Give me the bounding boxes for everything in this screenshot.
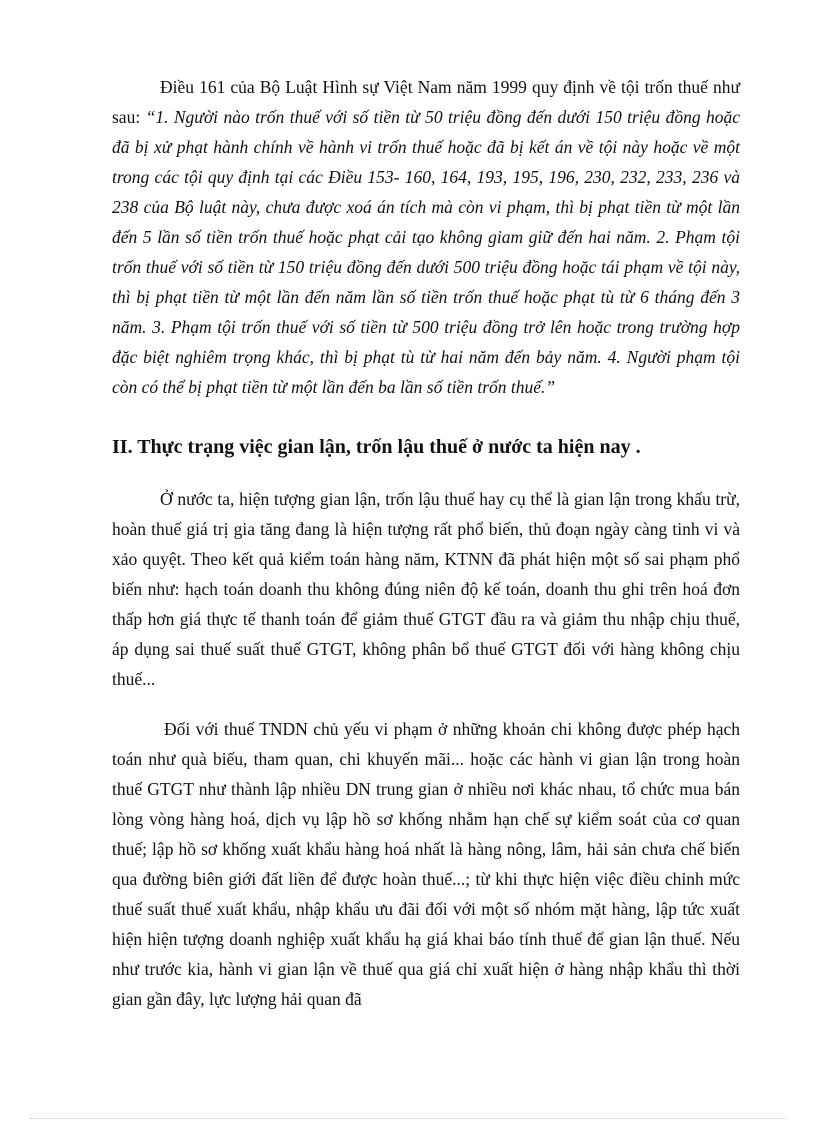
document-page [112,72,740,1014]
law-article-intro: Điều 161 của Bộ Luật Hình sự Việt Nam năm 1999 quy định về tội trốn thuế như sau: [112,77,740,127]
paragraph-corporate-tax: Đối với thuế TNDN chủ yếu vi phạm ở những khoản chi không được phép hạch toán như quà biếu, tham quan, chi khuyến mãi... hoặc các hành vi gian lận trong hoàn thuế GTGT như thành lập nhiều DN trung gian ở nhiều nơi khác nhau, tổ chức mua bán lòng vòng hàng hoá, dịch vụ lập hồ sơ khống nhằm hạn chế sự kiểm soát của cơ quan thuế; lập hồ sơ khống xuất khẩu hàng hoá nhất là hàng nông, lâm, hải sản chưa chế biến qua đường biên giới đất liền để được hoàn thuế...; từ khi thực hiện việc điều chỉnh mức thuế suất thuế xuất khẩu, nhập khẩu ưu đãi đối với một số nhóm mặt hàng, lập tức xuất hiện hiện tượng doanh nghiệp xuất khẩu hạ giá khai báo tính thuế để gian lận thuế. Nếu như trước kia, hành vi gian lận về thuế qua giá chỉ xuất hiện ở hàng nhập khẩu thì thời gian gần đây, lực lượng hải quan đã [112,719,740,1009]
paragraph-law-article [112,72,740,402]
section-heading: II. Thực trạng việc gian lận, trốn lậu thuế ở nước ta hiện nay . [112,436,641,458]
paragraph-spacer [112,694,740,714]
page-bottom-dotted-rule [30,1118,786,1119]
law-article-quote: “1. Người nào trốn thuế với số tiền từ 50 triệu đồng đến dưới 150 triệu đồng hoặc đã bị xử phạt hành chính về hành vi trốn thuế hoặc đã bị kết án về tội này hoặc về một trong các tội quy định tại các Điều 153- 160, 164, 193, 195, 196, 230, 232, 233, 236 và 238 của Bộ luật này, chưa được xoá án tích mà còn vi phạm, thì bị phạt tiền từ một lần đến 5 lần số tiền trốn thuế hoặc phạt cải tạo không giam giữ đến hai năm. 2. Phạm tội trốn thuế với số tiền từ 150 triệu đồng đến dưới 500 triệu đồng hoặc tái phạm về tội này, thì bị phạt tiền từ một lần đến năm lần số tiền trốn thuế hoặc phạt tù từ 6 tháng đến 3 năm. 3. Phạm tội trốn thuế với số tiền từ 500 triệu đồng trở lên hoặc trong trường hợp đặc biệt nghiêm trọng khác, thì bị phạt tù từ hai năm đến bảy năm. 4. Người phạm tội còn có thể bị phạt tiền từ một lần đến ba lần số tiền trốn thuế.” [112,107,740,397]
paragraph-current-situation: Ở nước ta, hiện tượng gian lận, trốn lậu thuế hay cụ thể là gian lận trong khấu trừ, hoàn thuế giá trị gia tăng đang là hiện tượng rất phổ biến, thủ đoạn ngày càng tinh vi và xảo quyệt. Theo kết quả kiểm toán hàng năm, KTNN đã phát hiện một số sai phạm phổ biến như: hạch toán doanh thu không đúng niên độ kế toán, doanh thu ghi trên hoá đơn thấp hơn giá thực tế thanh toán để giảm thuế GTGT đầu ra và giảm thu nhập chịu thuế, áp dụng sai thuế suất thuế GTGT, không phân bổ thuế GTGT đối với hàng không chịu thuế... [112,489,740,689]
